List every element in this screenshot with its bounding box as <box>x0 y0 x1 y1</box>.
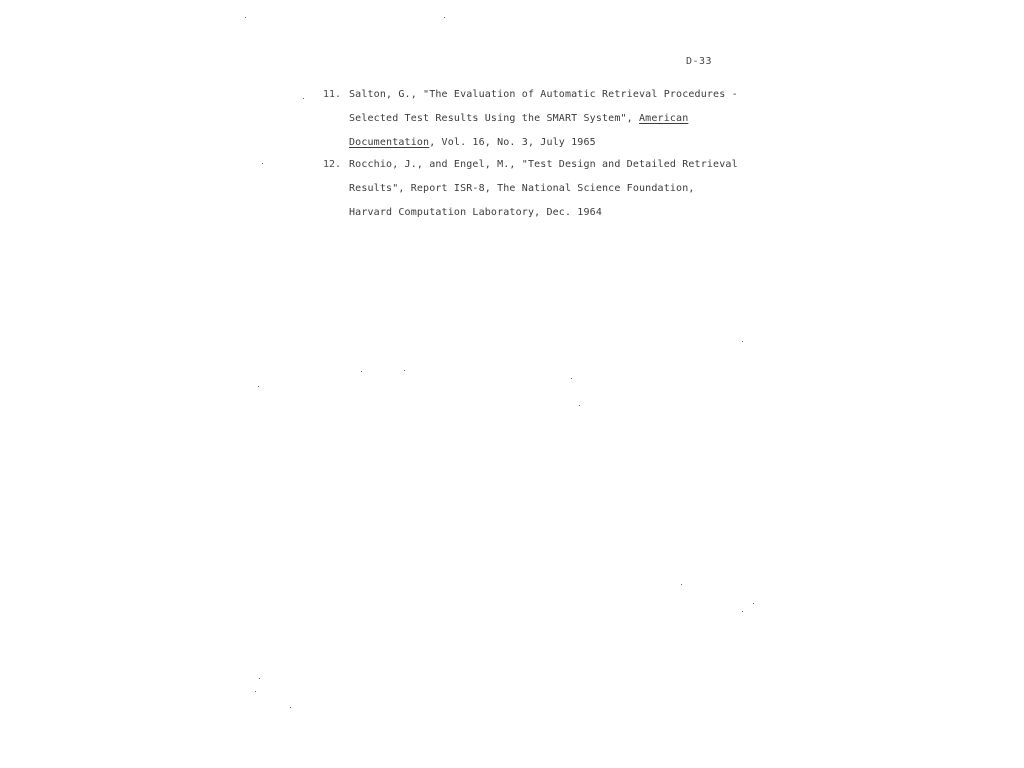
scan-speck <box>255 691 256 692</box>
scan-speck <box>681 584 682 585</box>
scan-speck <box>262 163 263 164</box>
reference-11-journal-part-1: American <box>639 113 689 124</box>
scan-speck <box>303 98 304 99</box>
page-number: D-33 <box>686 56 713 67</box>
reference-12-number: 12. <box>323 159 342 170</box>
scan-speck <box>259 678 260 679</box>
reference-11-line-3-text: , Vol. 16, No. 3, July 1965 <box>429 137 596 148</box>
scan-speck <box>579 405 580 406</box>
scan-speck <box>258 386 259 387</box>
scan-speck <box>404 370 405 371</box>
scan-speck <box>742 611 743 612</box>
reference-12-line-2: Results", Report ISR-8, The National Science Foundation, <box>349 183 695 194</box>
reference-11-line-3 <box>349 137 596 148</box>
scan-speck <box>753 603 754 604</box>
reference-11-line-2-text: Selected Test Results Using the SMART System", <box>349 113 640 124</box>
scan-speck <box>290 707 291 708</box>
scan-speck <box>245 17 246 18</box>
scan-speck <box>361 371 362 372</box>
reference-11-number: 11. <box>323 89 342 100</box>
scan-speck <box>571 378 572 379</box>
reference-12-line-1: Rocchio, J., and Engel, M., "Test Design and Detailed Retrieval <box>349 159 738 170</box>
scan-speck <box>444 17 445 18</box>
reference-12-line-3: Harvard Computation Laboratory, Dec. 1964 <box>349 207 602 218</box>
reference-11-line-2 <box>349 113 688 124</box>
scan-speck <box>742 341 743 342</box>
reference-11-line-1: Salton, G., "The Evaluation of Automatic Retrieval Procedures - <box>349 89 738 100</box>
reference-11-journal-part-2: Documentation <box>349 137 430 148</box>
